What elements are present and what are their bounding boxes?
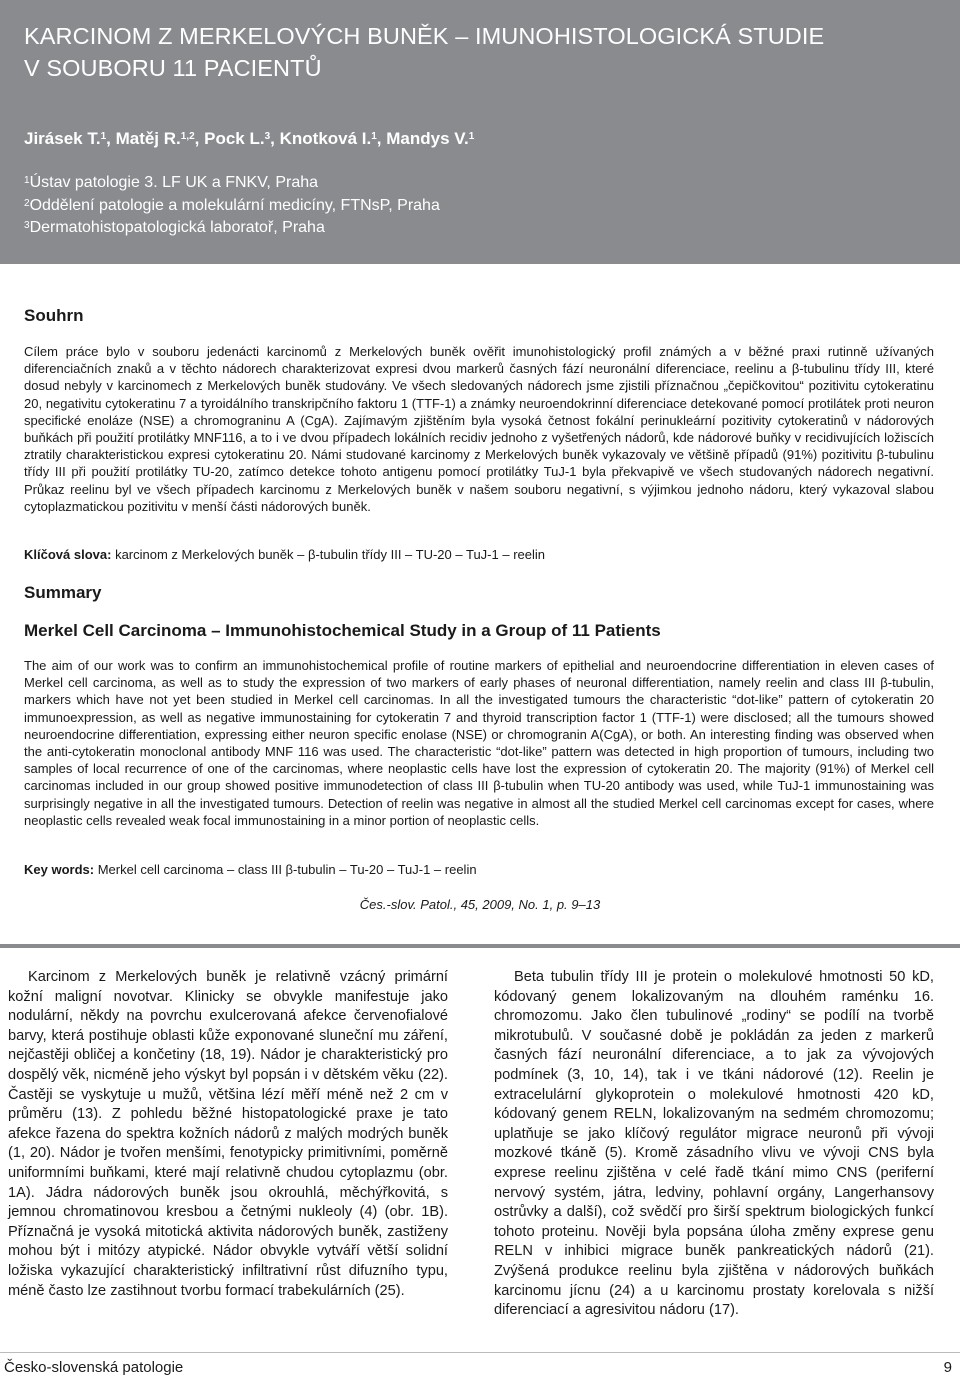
title-line-2: V SOUBORU 11 PACIENTŮ bbox=[24, 55, 322, 81]
body-column-left: Karcinom z Merkelových buněk je relativně vzácný primární kožní maligní novotvar. Klinicky se obvykle manifestuje jako nodulární, někdy na povrchu exulcerovaná afekce červenofialové barvy, která postihuje oblasti kůže exponované sluneční mu záření, nejčastěji obličej a končetiny (18, 19). Nádor je charakteristický pro dospělý věk, nicméně jeho výskyt byl popsán i v dětském věku (22). Častěji se vyskytuje u mužů, většina lézí měří méně než 2 cm v průměru (13). Z pohledu běžné histopatologické praxe je tato afekce řazena do spektra kožních nádorů z malých modrých buněk (1, 20). Nádor je tvořen menšími, fenotypicky primitivními, poměrně uniformními buňkami, které mají relativně chudou cytoplazmu (obr. 1A). Jádra nádorových buněk jsou okrouhlá, měchýřkovitá, s jemnou chromatinovou kresbou a četnými nukleoly (4) (obr. 1B). Příznačná je vysoká mitotická aktivita nádorových buněk, zastiženy mohou být i mitózy atypické. Nádor obvykle vytváří větší solidní ložiska vykazující charakteristický infiltrativní růst difuzního typu, méně často lze zastihnout tvorbu formací trabekulárních (25). bbox=[8, 969, 448, 1299]
page-number: 9 bbox=[943, 1359, 952, 1376]
summary-keywords bbox=[24, 861, 477, 879]
keywords-value: Merkel cell carcinoma – class III β-tubulin – Tu-20 – TuJ-1 – reelin bbox=[97, 862, 477, 877]
summary-heading: Summary bbox=[24, 583, 102, 602]
author-list bbox=[24, 127, 474, 151]
author: Mandys V.$^1$ bbox=[386, 129, 475, 148]
keywords-label: Key words: bbox=[24, 862, 95, 877]
keywords-value: karcinom z Merkelových buněk – β-tubulin třídy III – TU-20 – TuJ-1 – reelin bbox=[115, 547, 545, 562]
affiliation: $^1$Ústav patologie 3. LF UK a FNKV, Praha bbox=[24, 174, 319, 191]
title-line-1: KARCINOM Z MERKELOVÝCH BUNĚK – IMUNOHISTOLOGICKÁ STUDIE bbox=[24, 23, 825, 49]
souhrn-text: Cílem práce bylo v souboru jedenácti karcinomů z Merkelových buněk ověřit imunohistologický profil známých a v běžné praxi rutinně užívaných diferenciačních znaků a v těchto nádorech charakterizovat expresi dvou markerů časných fází neuronální diferenciace, reelinu a β-tubulinu třídy III, které dosud nebyly v karcinomech z Merkelových buněk studovány. Ve všech sledovaných nádorech jsme zjistili příznačnou „čepičkovitou“ pozitivitu cytokeratinu 20, negativitu cytokeratinu 7 a tyroidálního transkripčního faktoru 1 (TTF-1) a známky neuroendokrinní diferenciace detekované pomocí protilátek proti neuron specifické enoláze (NSE) a chromograninu A (CgA). Zajímavým zjištěním byla vysoká četnost fokální perinukleární pozitivity cytokeratinů v nádorových buňkách při použití protilátky MNF116, a to i ve dvou případech lokálních recidiv jednoho z vyšetřených nádorů, kde nádorové buňky v recidivujících ložiscích ztratily charakteristickou expresi cytokeratinu 20. Námi studované karcinomy z Merkelových buněk vykazovaly ve většině případů (91%) pozitivitu β-tubulinu třídy III při použití protilátky TU-20, zatímco detekce tohoto antigenu pomocí protilátky TuJ-1 byla překvapivě ve všech studovaných nádorech negativní. Průkaz reelinu byl ve všech případech karcinomu z Merkelových buněk v našem souboru negativní, s výjimkou jednoho nádoru, který vykazoval slabou cytoplazmatickou pozitivitu v menší části nádorových buněk. bbox=[24, 344, 934, 514]
author: Pock L.$^3$, bbox=[204, 129, 280, 148]
affiliation: $^2$Oddělení patologie a molekulární medicíny, FTNsP, Praha bbox=[24, 196, 440, 214]
author: Jirásek T.$^1$, bbox=[24, 129, 116, 148]
summary-title: Merkel Cell Carcinoma – Immunohistochemical Study in a Group of 11 Patients bbox=[24, 621, 661, 640]
souhrn-heading: Souhrn bbox=[24, 306, 84, 325]
citation: Čes.-slov. Patol., 45, 2009, No. 1, p. 9–13 bbox=[359, 897, 601, 912]
section-divider bbox=[0, 944, 960, 948]
affiliation-list bbox=[24, 172, 440, 240]
header-banner bbox=[0, 0, 960, 264]
journal-name: Česko-slovenská patologie bbox=[4, 1359, 184, 1376]
footer-divider bbox=[0, 1352, 960, 1353]
affiliation: $^3$Dermatohistopatologická laboratoř, Praha bbox=[24, 219, 325, 236]
author: Knotková I.$^1$, bbox=[279, 129, 387, 148]
souhrn-keywords bbox=[24, 546, 545, 564]
article-title bbox=[24, 20, 944, 84]
summary-text: The aim of our work was to confirm an immunohistochemical profile of routine markers of epithelial and neuroendocrine differentiation in eleven cases of Merkel cell carcinoma, as well as to study the expression of two markers of early phases of neuronal differentiation, namely reelin and class III β-tubulin, markers which have not yet been studied in Merkel cell carcinomas. In all the investigated tumours the characteristic “dot-like” pattern of cytokeratin 20 immunoexpression, as well as negative immunostaining for cytokeratin 7 and thyroid transcription factor 1 (TTF-1) were disclosed; all the tumours showed neuroendocrine differentiation, expressing either neuron specific enolase (NSE) or chromogranin A(CgA), or both. An interesting finding was observed when the anti-cytokeratin monoclonal antibody MNF 116 was used. The characteristic “dot-like” pattern was detected in high proportion of tumours, including two samples of local recurrence of one of the carcinomas, where neoplastic cells have lost the expression of cytokeratin 20. The majority (91%) of Merkel cell carcinomas included in our group showed positive immunodetection of class III β-tubulin when TU-20 antibody was used, while TuJ-1 immunostaining was surprisingly negative in all the investigated tumours. Detection of reelin was negative in almost all the studied Merkel cell carcinomas except for cases, where neoplastic cells revealed weak focal immunostaining in a minor portion of neoplastic cells. bbox=[24, 658, 934, 828]
author: Matěj R.$^{1,2}$, bbox=[115, 129, 205, 148]
body-column-right: Beta tubulin třídy III je protein o molekulové hmotnosti 50 kD, kódovaný genem lokalizovaným na dlouhém raménku 16. chromozomu. Jako člen tubulinové „rodiny“ se podílí na tvorbě mikrotubulů. V současné době je pokládán za jeden z markerů časných fází neuronální diferenciace, a to jak za vývojových podmínek (3, 10, 14), tak i ve tkáni nádorové (12). Reelin je extracelulární glykoprotein o molekulové hmotnosti 420 kD, kódovaný genem RELN, lokalizovaným na sedmém chromozomu; uplatňuje se jako klíčový regulátor migrace neuronů při vývoji mozkové tkáně (5). Kromě zásadního vlivu ve vývoji CNS byla exprese reelinu zjištěna v celé řadě tkání mimo CNS (periferní nervový systém, játra, ledviny, pohlavní orgány, Langerhansovy ostrůvky a další), což svědčí pro širší spektrum biologických funkcí tohoto proteinu. Nověji byla popsána úloha změny exprese genu RELN v inhibici migrace buněk pankreatických nádorů (21). Zvýšená produkce reelinu byla zjištěna v nádorových buňkách karcinomu jícnu (24) a u karcinomu prostaty korelovala s nižší diferenciací a agresivitou nádoru (17). bbox=[494, 969, 934, 1319]
keywords-label: Klíčová slova: bbox=[24, 547, 112, 562]
